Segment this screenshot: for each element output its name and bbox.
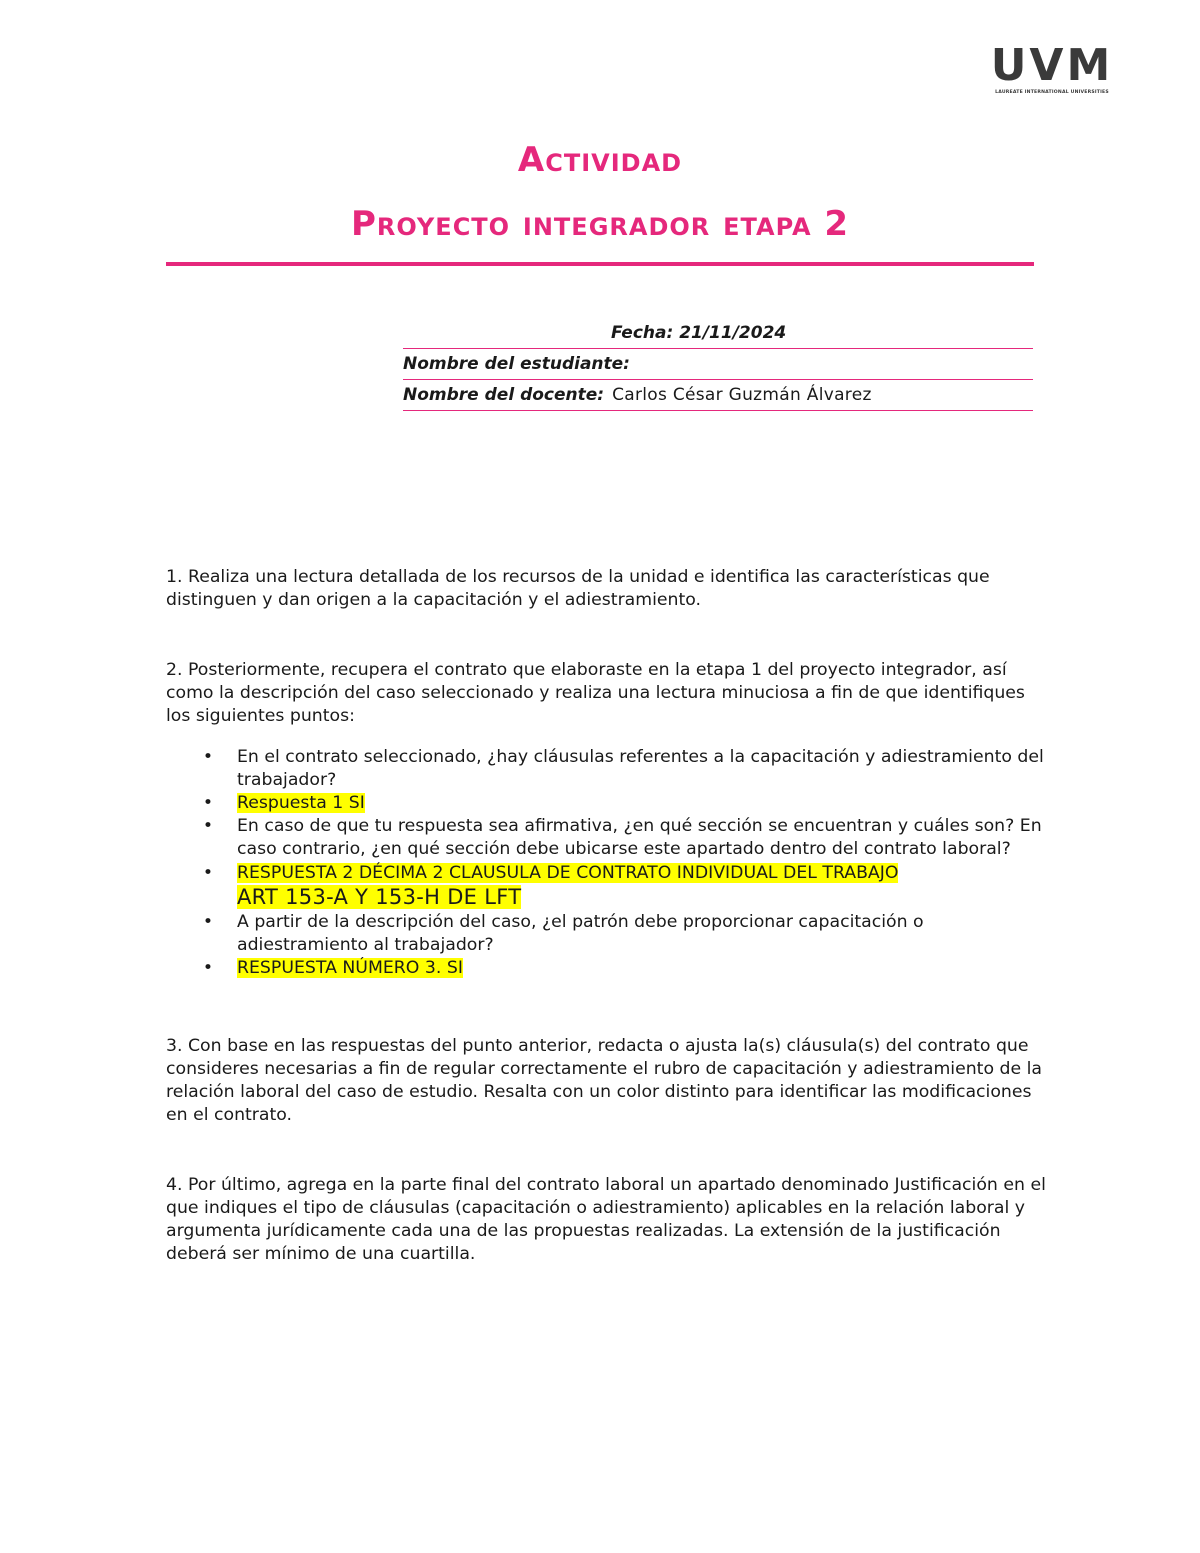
teacher-value: Carlos César Guzmán Álvarez [612, 385, 872, 405]
list-item [166, 746, 1046, 792]
instruction-4 [166, 1174, 1046, 1266]
answer-2-articles: ART 153-A Y 153-H DE LFT [237, 885, 522, 909]
list-item-text: En el contrato seleccionado, ¿hay cláusulas referentes a la capacitación y adiestramiento del trabajador? [237, 747, 1044, 790]
info-row-student [403, 349, 1033, 380]
teacher-label: Nombre del docente: [403, 385, 605, 405]
logo-wordmark: UVM [990, 40, 1114, 91]
list-item [166, 792, 1046, 815]
uvm-logo [990, 40, 1114, 95]
title-divider [166, 262, 1034, 266]
list-item [166, 957, 1046, 980]
info-row-teacher [403, 380, 1033, 411]
instruction-3 [166, 1035, 1046, 1127]
bullet-icon: • [202, 863, 214, 883]
answer-3: RESPUESTA NÚMERO 3. SI [237, 958, 463, 978]
list-item [166, 815, 1046, 861]
page-title: Actividad [517, 140, 683, 180]
bullet-icon: • [202, 793, 214, 813]
date-label: Fecha: 21/11/2024 [611, 323, 787, 343]
answer-1: Respuesta 1 SI [237, 793, 365, 813]
list-item-text: En caso de que tu respuesta sea afirmativa, ¿en qué sección se encuentran y cuáles son? En caso contrario, ¿en qué sección debe ubicarse este apartado dentro del contrato laboral? [237, 816, 1042, 859]
info-row-date [403, 318, 1033, 349]
student-label: Nombre del estudiante: [403, 354, 630, 374]
instruction-2-text: 2. Posteriormente, recupera el contrato que elaboraste en la etapa 1 del proyecto integrador, así como la descripción del caso seleccionado y realiza una lectura minuciosa a fin de que identifiques los siguientes puntos: [166, 660, 1025, 726]
page-subtitle: Proyecto integrador etapa 2 [350, 204, 850, 244]
list-item-text: A partir de la descripción del caso, ¿el patrón debe proporcionar capacitación o adiestramiento al trabajador? [237, 912, 924, 955]
list-item [166, 911, 1046, 957]
instruction-1 [166, 566, 1046, 612]
bullet-icon: • [202, 912, 214, 932]
instruction-3-text: 3. Con base en las respuestas del punto anterior, redacta o ajusta la(s) cláusula(s) del contrato que consideres necesarias a fin de regular correctamente el rubro de capacitación y adiestramiento de la relación laboral del caso de estudio. Resalta con un color distinto para identificar las modificaciones en el contrato. [166, 1036, 1043, 1125]
info-table [403, 318, 1033, 411]
instruction-2 [166, 659, 1046, 728]
logo-subtitle: LAUREATE INTERNATIONAL UNIVERSITIES [995, 90, 1109, 95]
bullet-list-container [166, 746, 1046, 980]
answer-2: RESPUESTA 2 DÉCIMA 2 CLAUSULA DE CONTRATO INDIVIDUAL DEL TRABAJO [237, 863, 899, 883]
bullet-icon: • [202, 747, 214, 767]
bullet-list [166, 746, 1046, 980]
instruction-1-text: 1. Realiza una lectura detallada de los recursos de la unidad e identifica las características que distinguen y dan origen a la capacitación y el adiestramiento. [166, 567, 990, 610]
bullet-icon: • [202, 958, 214, 978]
list-item [166, 861, 1046, 911]
instruction-4-text: 4. Por último, agrega en la parte final del contrato laboral un apartado denominado Justificación en el que indiques el tipo de cláusulas (capacitación o adiestramiento) aplicables en la relación laboral y argumenta jurídicamente cada una de las propuestas realizadas. La extensión de la justificación deberá ser mínimo de una cuartilla. [166, 1175, 1046, 1264]
bullet-icon: • [202, 816, 214, 836]
